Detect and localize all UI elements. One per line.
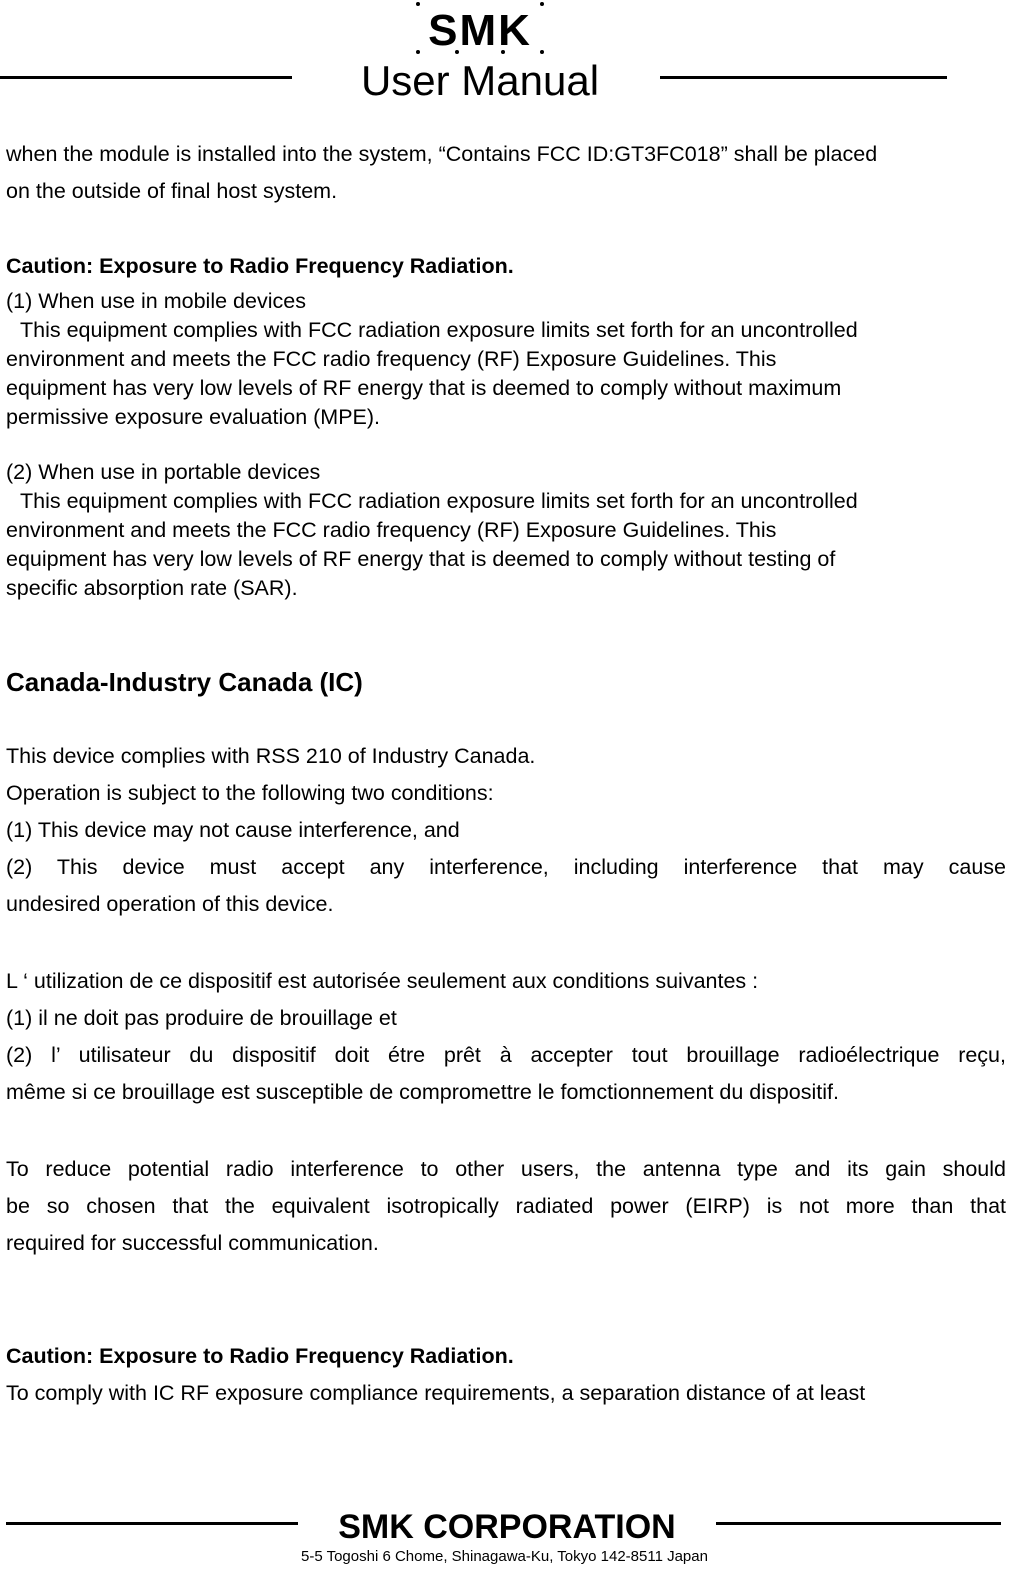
- ic-line: This device complies with RSS 210 of Industry Canada.: [6, 744, 536, 768]
- footer-rule-right: [716, 1522, 1001, 1525]
- smk-corporation-logo-graphic: [326, 1508, 688, 1542]
- ic-line: (1) This device may not cause interference, and: [6, 818, 460, 842]
- ic-caution-text: To comply with IC RF exposure compliance requirements, a separation distance of at least: [6, 1381, 866, 1405]
- mobile-text-line: permissive exposure evaluation (MPE).: [6, 405, 381, 429]
- mobile-text-line: equipment has very low levels of RF energy that is deemed to comply without maximum: [6, 376, 842, 400]
- svg-text:SMK: SMK: [428, 6, 532, 55]
- page-title: User Manual: [360, 57, 600, 104]
- ic-line: undesired operation of this device.: [6, 892, 334, 916]
- ic-line: Operation is subject to the following two conditions:: [6, 781, 494, 805]
- smk-logo: [412, 0, 548, 56]
- svg-text:SMK CORPORATION: SMK CORPORATION: [338, 1508, 676, 1542]
- footer-rule-left: [6, 1522, 298, 1525]
- intro-paragraph: [6, 136, 1006, 210]
- ic-heading: Canada-Industry Canada (IC): [6, 667, 363, 697]
- portable-devices-section: [6, 458, 1006, 603]
- fcc-caution-title: Caution: Exposure to Radio Frequency Radiation.: [6, 254, 514, 278]
- mobile-text-line: This equipment complies with FCC radiation exposure limits set forth for an uncontrolled: [20, 318, 858, 342]
- smk-logo-graphic: [412, 0, 548, 56]
- mobile-devices-section: [6, 287, 1006, 432]
- french-line: (2) l’ utilisateur du dispositif doit étre prêt à accepter tout brouillage radioélectrique reçu,: [6, 1043, 1006, 1067]
- portable-text-line: environment and meets the FCC radio frequency (RF) Exposure Guidelines. This: [6, 518, 777, 542]
- ic-caution-title: Caution: Exposure to Radio Frequency Radiation.: [6, 1344, 514, 1368]
- french-conditions: [6, 963, 1006, 1111]
- mobile-text-line: environment and meets the FCC radio frequency (RF) Exposure Guidelines. This: [6, 347, 777, 371]
- mobile-heading: (1) When use in mobile devices: [6, 289, 306, 313]
- intro-line: when the module is installed into the system, “Contains FCC ID:GT3FC018” shall be placed: [6, 142, 878, 166]
- portable-heading: (2) When use in portable devices: [6, 460, 321, 484]
- french-line: même si ce brouillage est susceptible de compromettre le fomctionnement du dispositif.: [6, 1080, 839, 1104]
- antenna-paragraph: [6, 1151, 1006, 1262]
- antenna-line: be so chosen that the equivalent isotropically radiated power (EIRP) is not more than that: [6, 1194, 1006, 1218]
- portable-text-line: This equipment complies with FCC radiation exposure limits set forth for an uncontrolled: [20, 489, 858, 513]
- ic-conditions: [6, 738, 1006, 923]
- footer-address: 5-5 Togoshi 6 Chome, Shinagawa-Ku, Tokyo 142-8511 Japan: [301, 1548, 708, 1565]
- ic-line: (2) This device must accept any interference, including interference that may cause: [6, 855, 1006, 879]
- smk-corporation-logo: [326, 1508, 688, 1542]
- intro-line: on the outside of final host system.: [6, 179, 338, 203]
- french-line: (1) il ne doit pas produire de brouillage et: [6, 1006, 397, 1030]
- antenna-line: To reduce potential radio interference to other users, the antenna type and its gain should: [6, 1157, 1006, 1181]
- portable-text-line: equipment has very low levels of RF energy that is deemed to comply without testing of: [6, 547, 836, 571]
- header-rule-right: [660, 76, 947, 79]
- antenna-line: required for successful communication.: [6, 1231, 379, 1255]
- portable-text-line: specific absorption rate (SAR).: [6, 576, 298, 600]
- french-line: L ‘ utilization de ce dispositif est autorisée seulement aux conditions suivantes :: [6, 969, 759, 993]
